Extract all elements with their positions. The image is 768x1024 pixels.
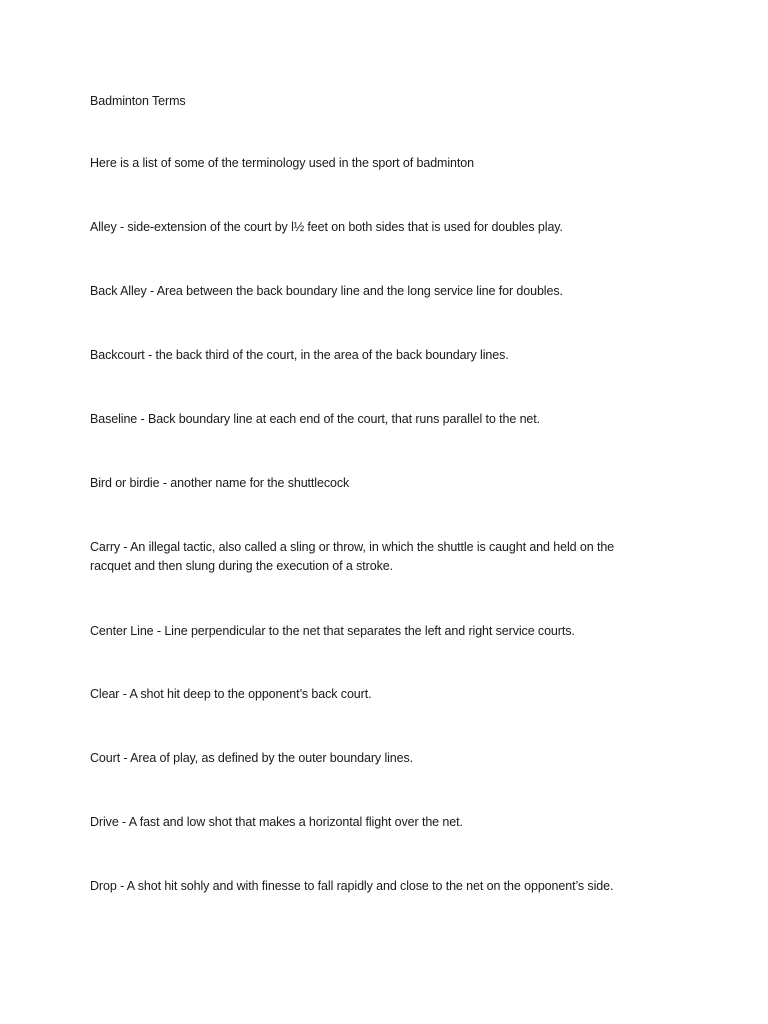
intro-paragraph: Here is a list of some of the terminology used in the sport of badminton (90, 156, 474, 170)
term-back-alley: Back Alley - Area between the back boundary line and the long service line for doubles. (90, 284, 563, 298)
term-clear: Clear - A shot hit deep to the opponent’s back court. (90, 687, 372, 701)
term-court: Court - Area of play, as defined by the outer boundary lines. (90, 751, 414, 765)
term-carry: Carry - An illegal tactic, also called a sling or throw, in which the shuttle is caught and held on the racquet and then slung during the execution of a stroke. (90, 540, 615, 573)
term-drop: Drop - A shot hit sohly and with finesse to fall rapidly and close to the net on the opponent’s side. (90, 879, 614, 893)
term-alley: Alley - side-extension of the court by l½ feet on both sides that is used for doubles play. (90, 220, 563, 234)
term-bird: Bird or birdie - another name for the shuttlecock (90, 476, 350, 490)
term-backcourt: Backcourt - the back third of the court, in the area of the back boundary lines. (90, 348, 509, 362)
term-baseline: Baseline - Back boundary line at each end of the court, that runs parallel to the net. (90, 412, 541, 426)
term-drive: Drive - A fast and low shot that makes a horizontal flight over the net. (90, 815, 463, 829)
term-center-line: Center Line - Line perpendicular to the net that separates the left and right service courts. (90, 624, 575, 638)
document-title: Badminton Terms (90, 94, 186, 108)
